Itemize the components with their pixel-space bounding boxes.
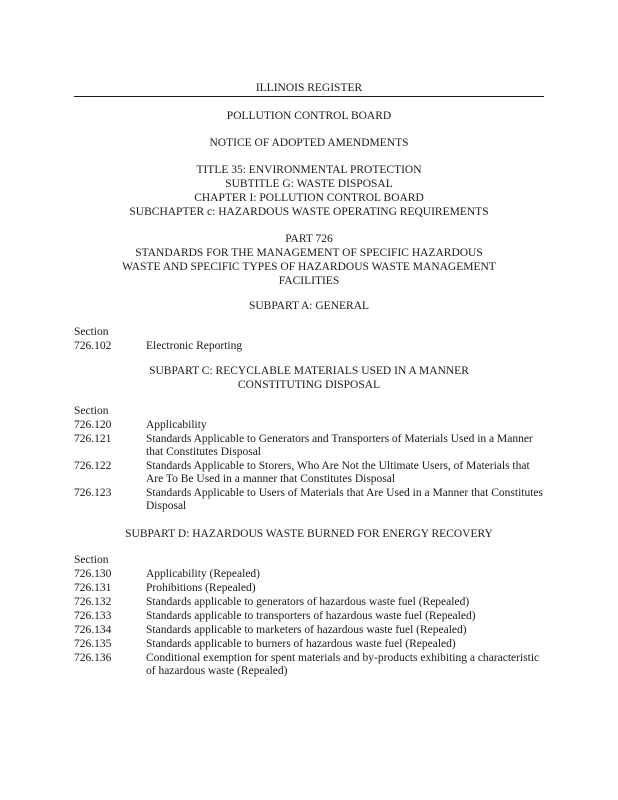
- section-title: Standards applicable to generators of hazardous waste fuel (Repealed): [146, 596, 470, 608]
- section-title: Standards Applicable to Users of Materials that Are Used in a Manner that Constitutes Disposal: [146, 487, 543, 512]
- section-title: Electronic Reporting: [146, 340, 243, 352]
- section-label: Section: [74, 405, 109, 417]
- section-number: 726.120: [74, 419, 112, 431]
- section-number: 726.102: [74, 340, 112, 352]
- section-title: Standards applicable to burners of hazardous waste fuel (Repealed): [146, 638, 456, 650]
- section-number: 726.135: [74, 638, 112, 650]
- subpart-a-heading: SUBPART A: GENERAL: [248, 300, 370, 312]
- subchapter-line: SUBCHAPTER c: HAZARDOUS WASTE OPERATING REQUIREMENTS: [129, 206, 489, 218]
- part-heading-2: WASTE AND SPECIFIC TYPES OF HAZARDOUS WASTE MANAGEMENT: [122, 261, 496, 273]
- section-number: 726.134: [74, 624, 112, 636]
- subpart-c-heading-1: SUBPART C: RECYCLABLE MATERIALS USED IN A MANNER: [149, 365, 469, 377]
- section-title: Applicability (Repealed): [146, 568, 261, 580]
- title-line: TITLE 35: ENVIRONMENTAL PROTECTION: [196, 164, 422, 176]
- section-label: Section: [74, 326, 109, 338]
- part-heading-3: FACILITIES: [278, 275, 340, 287]
- chapter-line: CHAPTER I: POLLUTION CONTROL BOARD: [194, 192, 424, 204]
- section-number: 726.136: [74, 652, 112, 664]
- part-heading-1: STANDARDS FOR THE MANAGEMENT OF SPECIFIC HAZARDOUS: [135, 247, 483, 259]
- register-title: ILLINOIS REGISTER: [74, 82, 544, 97]
- section-title: Conditional exemption for spent materials and by-products exhibiting a characteristic of hazardous waste (Repealed): [146, 652, 540, 677]
- subtitle-line: SUBTITLE G: WASTE DISPOSAL: [225, 178, 393, 190]
- section-title: Standards applicable to marketers of hazardous waste fuel (Repealed): [146, 624, 467, 636]
- section-title: Prohibitions (Repealed): [146, 582, 256, 594]
- section-number: 726.130: [74, 568, 112, 580]
- section-label: Section: [74, 554, 109, 566]
- section-number: 726.121: [74, 433, 112, 445]
- section-title: Standards Applicable to Generators and Transporters of Materials Used in a Manner that Constitutes Disposal: [146, 433, 533, 458]
- section-number: 726.133: [74, 610, 112, 622]
- section-title: Applicability: [146, 419, 207, 431]
- section-number: 726.132: [74, 596, 112, 608]
- subpart-d-heading: SUBPART D: HAZARDOUS WASTE BURNED FOR ENERGY RECOVERY: [125, 528, 493, 540]
- section-number: 726.123: [74, 487, 112, 499]
- section-number: 726.122: [74, 460, 112, 472]
- part-number: PART 726: [285, 233, 333, 245]
- section-title: Standards applicable to transporters of hazardous waste fuel (Repealed): [146, 610, 476, 622]
- section-number: 726.131: [74, 582, 112, 594]
- subpart-c-heading-2: CONSTITUTING DISPOSAL: [237, 379, 381, 391]
- board-name: POLLUTION CONTROL BOARD: [226, 110, 392, 122]
- section-title: Standards Applicable to Storers, Who Are Not the Ultimate Users, of Materials that Are To Be Used in a manner that Constitutes Disposal: [146, 460, 530, 485]
- notice-heading: NOTICE OF ADOPTED AMENDMENTS: [209, 137, 409, 149]
